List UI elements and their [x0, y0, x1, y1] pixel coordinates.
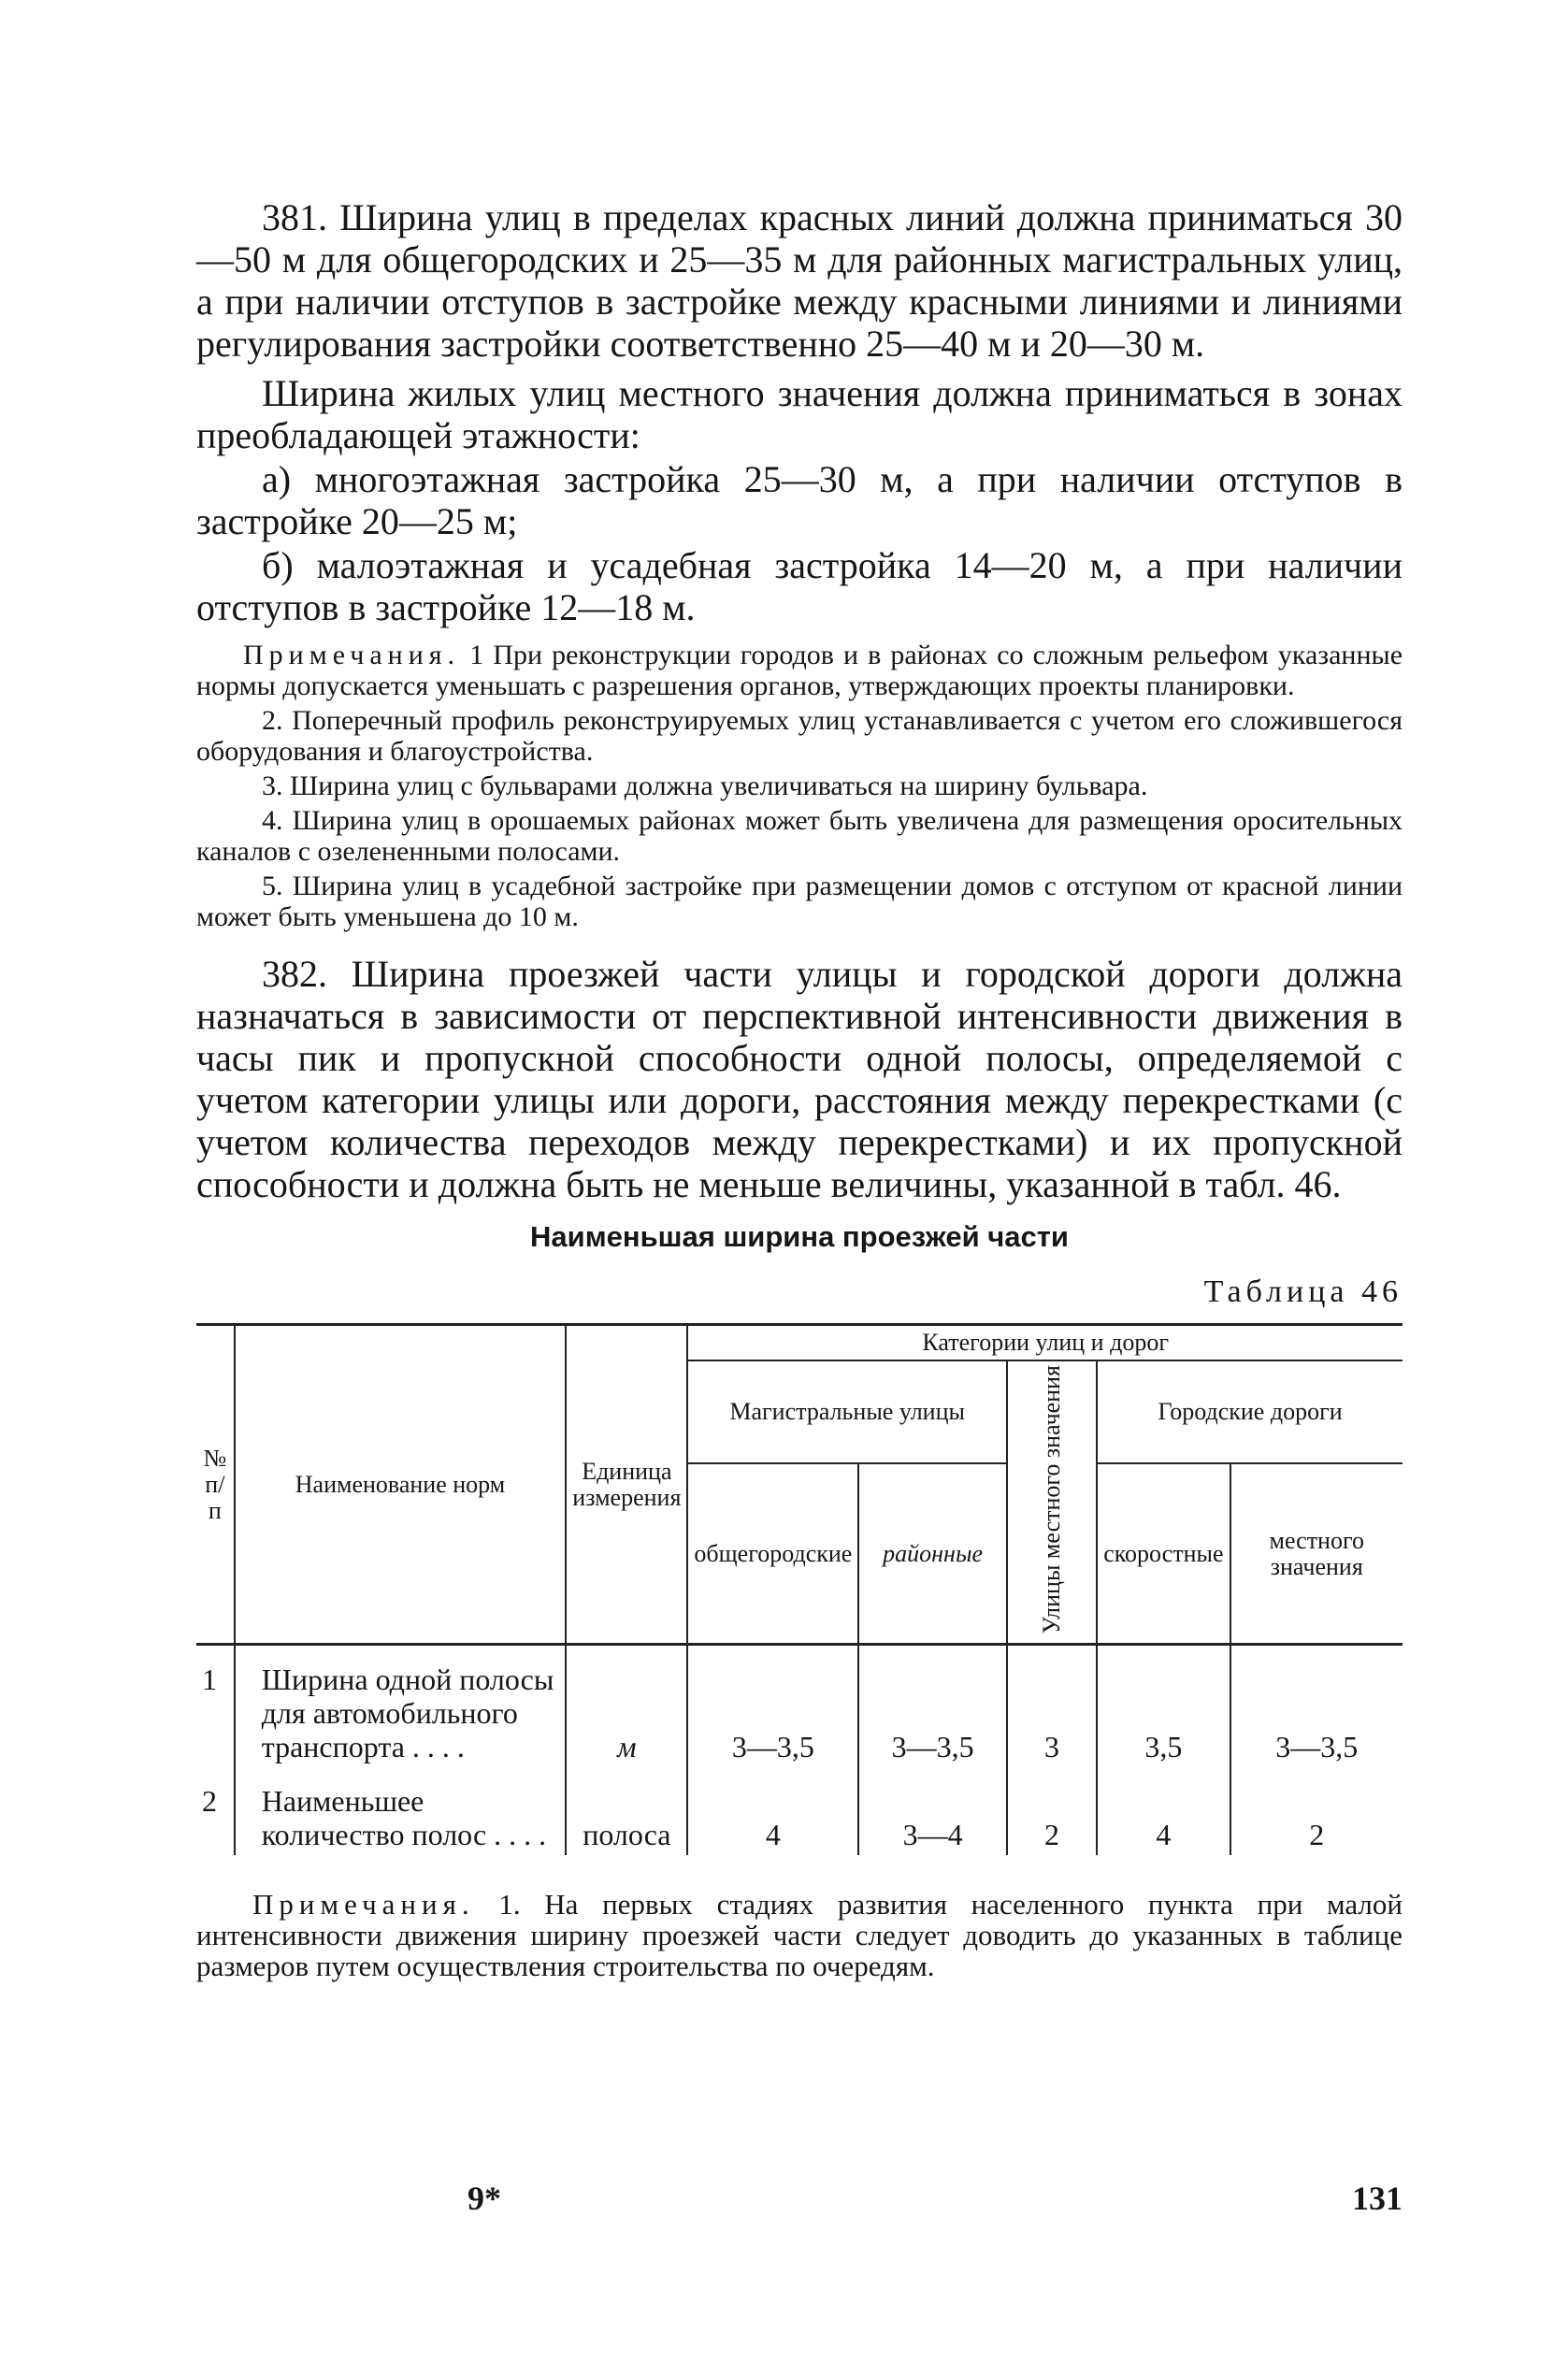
row-2-roads-fast: 4: [1097, 1767, 1230, 1855]
paragraph-381: [196, 196, 1403, 365]
paragraph-382: [196, 953, 1403, 1205]
note-2: [196, 705, 1403, 767]
page-body: [196, 196, 1403, 2010]
item-a: [196, 458, 1403, 542]
row-2-main-city: 4: [687, 1767, 858, 1855]
header-main-city: общегородские: [687, 1463, 858, 1644]
note-5: [196, 871, 1403, 932]
table-row: [196, 1645, 1403, 1768]
row-1-name: Ширина одной полосы для автомобильного транспорта . . . .: [235, 1645, 567, 1768]
paragraph-382-text: 382. Ширина проезжей части улицы и городской дороги должна назначаться в зависимости от перспективной интенсивности движения в часы пик и пропускной способности одной полосы, определяемой с учетом категории улицы или дороги, расстояния между перекрестками (с учетом количества переходов между перекрестками) и их пропускной способности и должна быть не меньше величины, указанной в табл. 46.: [196, 953, 1403, 1205]
note-1-text: 1 При реконструкции городов и в районах со сложным рельефом указанные нормы допускается уменьшать с разрешения органов, утверждающих проекты планировки.: [196, 640, 1403, 701]
header-main-district: районные: [858, 1463, 1007, 1644]
item-b-text: б) малоэтажная и усадебная застройка 14—20 м, а при наличии отступов в застройке 12—18 м.: [196, 544, 1403, 628]
note-4-text: 4. Ширина улиц в орошаемых районах может быть увеличена для размещения оросительных каналов с озелененными полосами.: [196, 805, 1403, 867]
row-2-num: 2: [196, 1767, 235, 1855]
local-streets-intro: Ширина жилых улиц местного значения должна приниматься в зонах преобладающей этажности:: [196, 372, 1403, 456]
signature-mark: 9*: [468, 2180, 501, 2217]
row-1-num: 1: [196, 1645, 235, 1768]
table-number: Таблица 46: [1203, 1274, 1403, 1309]
paragraph-381-text: 381. Ширина улиц в пределах красных линий должна приниматься 30—50 м для общегородских и 25—35 м для районных магистральных улиц, а при наличии отступов в застройке между красными линиями и линиями регулирования застройки соответственно 25—40 м и 20—30 м.: [196, 196, 1403, 365]
row-2-roads-local: 2: [1230, 1767, 1403, 1855]
row-1-local: 3: [1007, 1645, 1097, 1768]
row-1-main-city: 3—3,5: [687, 1645, 858, 1768]
header-unit: Единица измерения: [566, 1325, 687, 1645]
bottom-note-label: Примечания.: [252, 1888, 475, 1922]
row-1-roads-local: 3—3,5: [1230, 1645, 1403, 1768]
row-2-main-district: 3—4: [858, 1767, 1007, 1855]
paragraph-local-streets: [196, 372, 1403, 456]
row-2-local: 2: [1007, 1767, 1097, 1855]
note-5-text: 5. Ширина улиц в усадебной застройке при размещении домов с отступом от красной линии может быть уменьшена до 10 м.: [196, 871, 1403, 932]
header-num: № п/п: [196, 1325, 235, 1645]
row-1-main-district: 3—3,5: [858, 1645, 1007, 1768]
header-main-streets: Магистральные улицы: [687, 1360, 1006, 1463]
item-b: [196, 544, 1403, 628]
header-city-roads: Городские дороги: [1097, 1360, 1403, 1463]
header-name: Наименование норм: [235, 1325, 567, 1645]
header-local-streets-label: Улицы местного значения: [1038, 1365, 1066, 1634]
bottom-note-text: 1. На первых стадиях развития населенного пункта при малой интенсивности движения ширину проезжей части следует доводить до указанных в таблице размеров путем осуществления строительства по очередям.: [196, 1888, 1403, 1983]
notes-381: [196, 640, 1403, 932]
notes-label: Примечания.: [243, 640, 461, 670]
note-1: [196, 640, 1403, 701]
table-row: [196, 1767, 1403, 1855]
page-number: 131: [1352, 2180, 1403, 2217]
header-local-streets: [1007, 1360, 1097, 1645]
header-roads-local: местного значения: [1230, 1463, 1403, 1644]
note-2-text: 2. Поперечный профиль реконструируемых улиц устанавливается с учетом его сложившегося оборудования и благоустройства.: [196, 705, 1403, 767]
row-2-unit: полоса: [566, 1767, 687, 1855]
note-3: [196, 770, 1403, 801]
item-a-text: а) многоэтажная застройка 25—30 м, а при наличии отступов в застройке 20—25 м;: [196, 458, 1403, 542]
note-4: [196, 805, 1403, 867]
bottom-note: [196, 1889, 1403, 1981]
row-2-name: Наименьшее количество полос . . . .: [235, 1767, 567, 1855]
header-categories: Категории улиц и дорог: [687, 1325, 1403, 1361]
row-1-roads-fast: 3,5: [1097, 1645, 1230, 1768]
table-title: Наименьшая ширина проезжей части: [530, 1220, 1069, 1253]
table-46: [196, 1323, 1403, 1855]
row-1-unit: м: [566, 1645, 687, 1768]
header-roads-fast: скоростные: [1097, 1463, 1230, 1644]
note-3-text: 3. Ширина улиц с бульварами должна увеличиваться на ширину бульвара.: [262, 770, 1148, 801]
